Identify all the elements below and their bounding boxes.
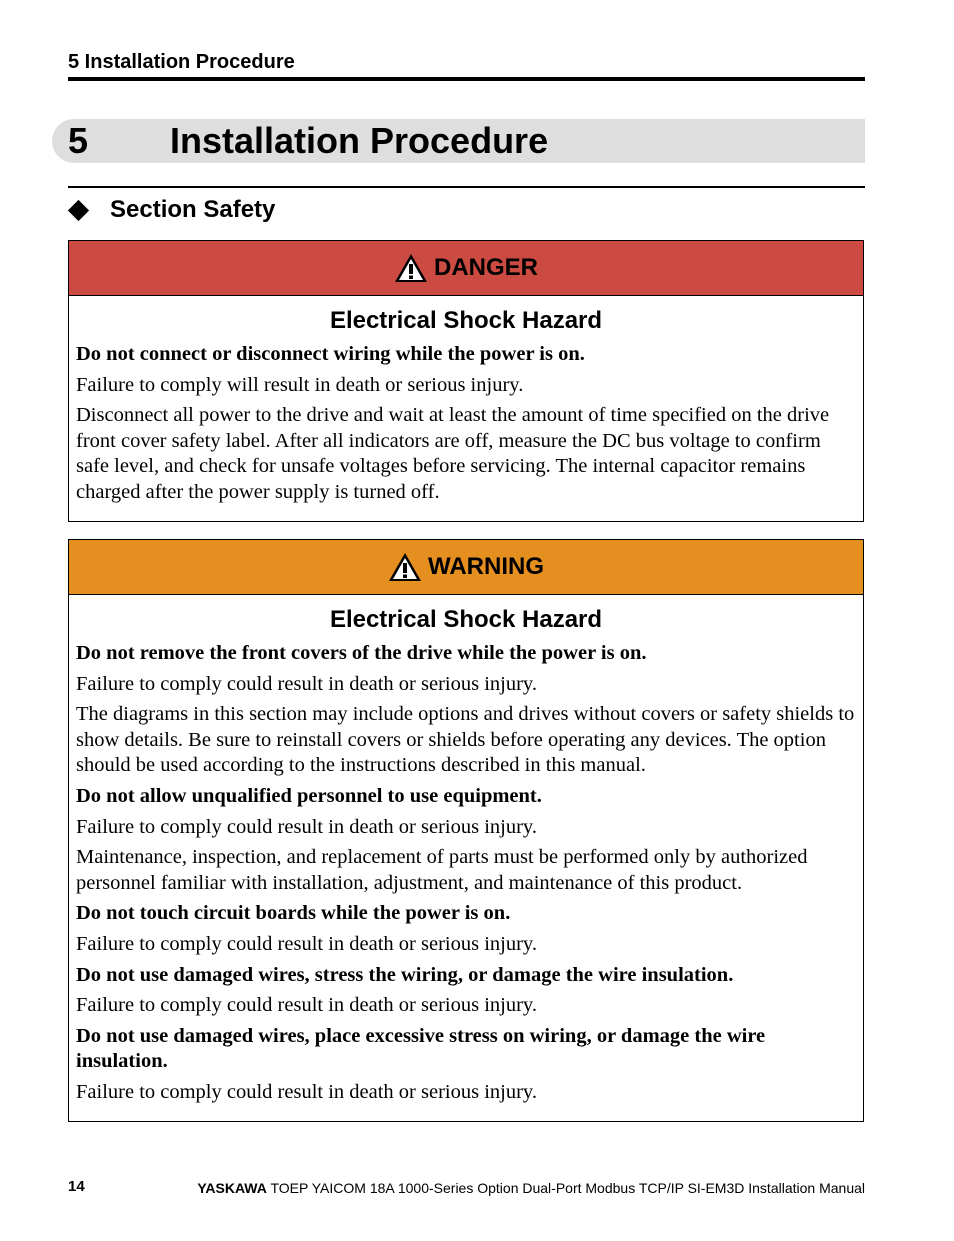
danger-hazard-title: Electrical Shock Hazard bbox=[329, 307, 603, 334]
section-rule bbox=[68, 186, 865, 188]
danger-box bbox=[68, 240, 864, 522]
danger-header bbox=[69, 241, 863, 296]
danger-paragraph: Do not connect or disconnect wiring while the power is on. bbox=[76, 343, 585, 365]
section-heading bbox=[68, 194, 275, 226]
danger-paragraph: Failure to comply will result in death or serious injury. bbox=[76, 373, 524, 396]
footer-manual-title bbox=[197, 1180, 865, 1196]
danger-paragraph: Disconnect all power to the drive and wait at least the amount of time specified on the drive front cover safety label. After all indicators are off, measure the DC bus voltage to confirm safe level, and check for unsafe voltages before servicing. The internal capacitor remains charged after the power supply is turned off. bbox=[76, 404, 830, 503]
diamond-bullet-icon bbox=[68, 199, 89, 220]
warning-paragraph: Failure to comply could result in death or serious injury. bbox=[76, 815, 537, 838]
footer-brand: YASKAWA bbox=[197, 1180, 267, 1196]
warning-paragraph: Do not use damaged wires, place excessive stress on wiring, or damage the wire insulation. bbox=[76, 1024, 766, 1073]
chapter-title: Installation Procedure bbox=[170, 120, 549, 161]
warning-paragraph: Do not touch circuit boards while the power is on. bbox=[76, 902, 511, 925]
warning-box bbox=[68, 539, 864, 1122]
warning-body bbox=[69, 595, 863, 1121]
warning-paragraph: Do not allow unqualified personnel to use equipment. bbox=[76, 784, 542, 807]
warning-paragraphs bbox=[76, 641, 856, 1106]
danger-body bbox=[69, 296, 863, 521]
section-title: Section Safety bbox=[110, 196, 276, 223]
warning-paragraph: Maintenance, inspection, and replacement of parts must be performed only by authorized personnel familiar with installation, adjustment, and maintenance of this product. bbox=[76, 846, 808, 894]
running-header: 5 Installation Procedure bbox=[68, 51, 295, 73]
header-rule bbox=[68, 77, 865, 81]
warning-paragraph: Failure to comply could result in death or serious injury. bbox=[76, 1080, 537, 1103]
chapter-number: 5 bbox=[68, 120, 89, 161]
warning-triangle-icon bbox=[388, 552, 422, 582]
danger-paragraphs bbox=[76, 342, 856, 506]
warning-paragraph: Do not use damaged wires, stress the wiring, or damage the wire insulation. bbox=[76, 963, 734, 986]
page-number: 14 bbox=[68, 1178, 85, 1195]
warning-paragraph: The diagrams in this section may include options and drives without covers or safety shields to show details. Be sure to reinstall covers or shields before operating any devices. The option should be used according to the instructions described in this manual. bbox=[76, 703, 855, 777]
warning-paragraph: Failure to comply could result in death or serious injury. bbox=[76, 994, 537, 1017]
warning-hazard-title: Electrical Shock Hazard bbox=[329, 606, 603, 633]
warning-label: WARNING bbox=[428, 553, 544, 580]
warning-paragraph: Failure to comply could result in death or serious injury. bbox=[76, 932, 537, 955]
warning-paragraph: Failure to comply could result in death or serious injury. bbox=[76, 672, 537, 695]
danger-label: DANGER bbox=[433, 254, 538, 281]
warning-triangle-icon bbox=[394, 253, 428, 283]
footer-title: TOEP YAICOM 18A 1000-Series Option Dual-Port Modbus TCP/IP SI-EM3D Installation Manual bbox=[266, 1180, 865, 1196]
warning-header bbox=[69, 540, 863, 595]
warning-paragraph: Do not remove the front covers of the drive while the power is on. bbox=[76, 642, 647, 664]
